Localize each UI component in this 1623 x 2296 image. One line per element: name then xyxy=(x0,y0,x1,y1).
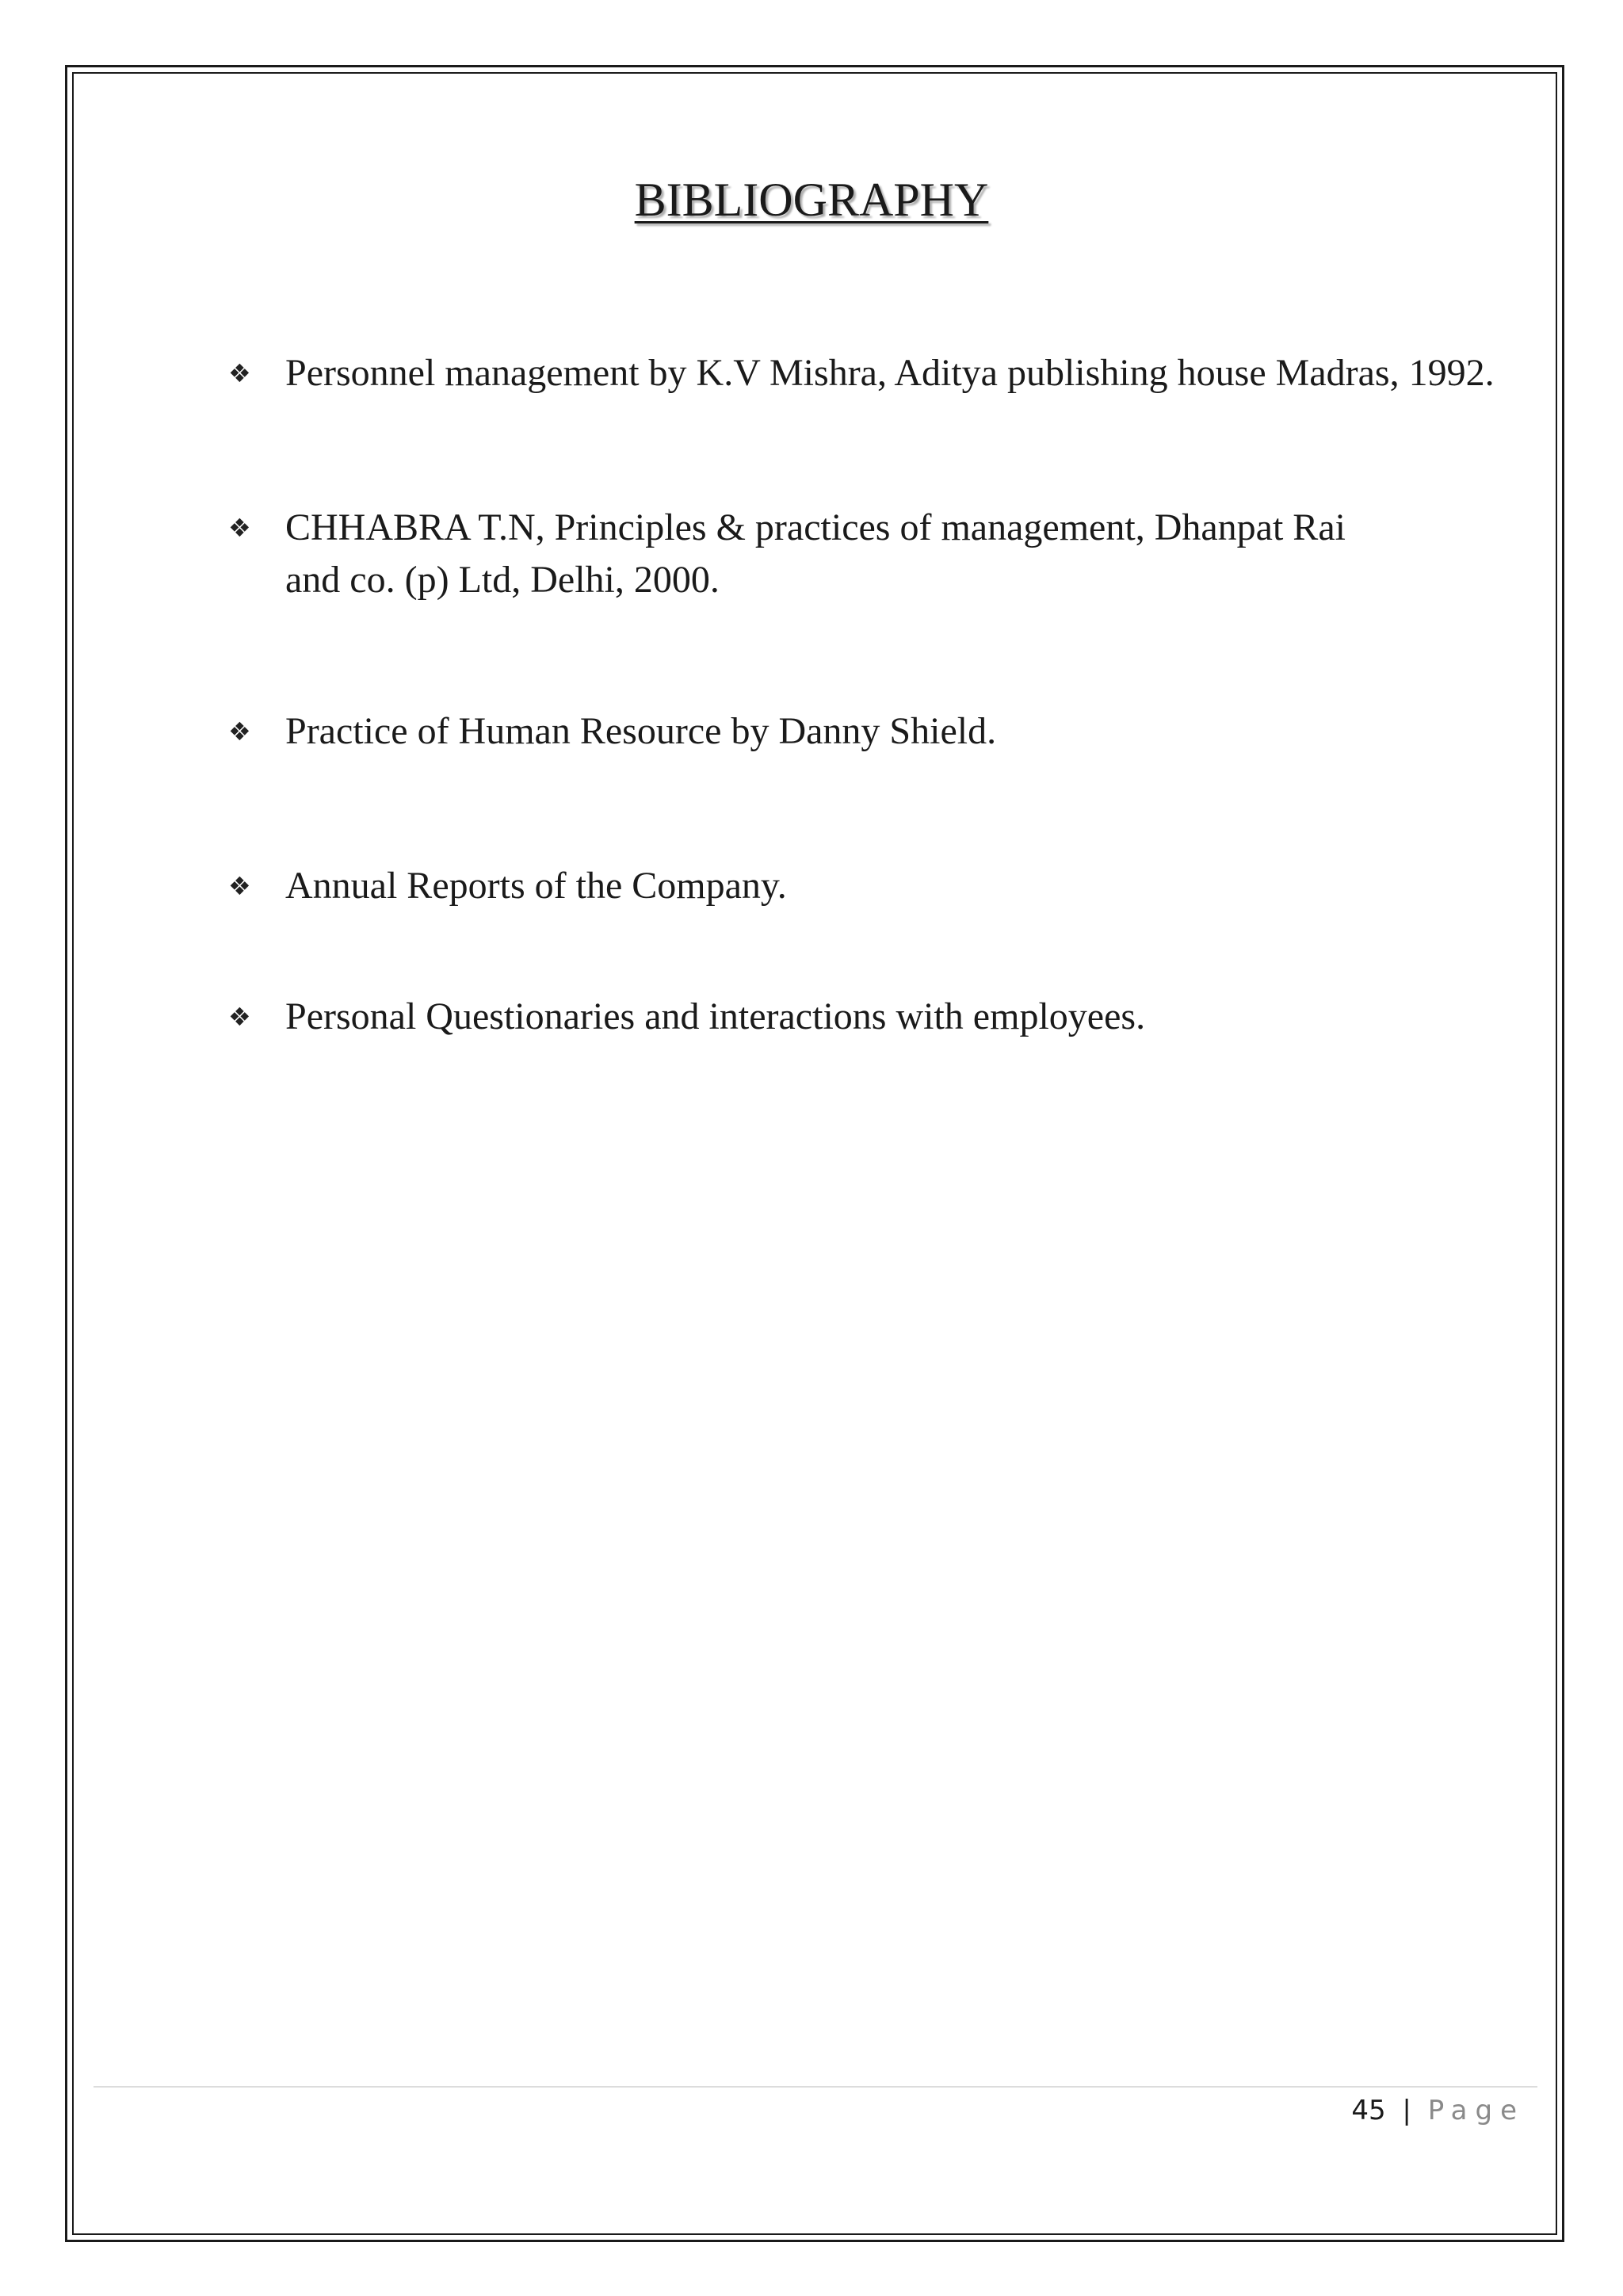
footer-divider xyxy=(94,2086,1537,2088)
reference-text: Personal Questionaries and interactions with employees. xyxy=(285,995,1146,1037)
page-number: 45 xyxy=(1351,2095,1386,2126)
diamond-bullet-icon: ❖ xyxy=(228,513,251,543)
diamond-bullet-icon: ❖ xyxy=(228,1002,251,1032)
page-footer xyxy=(1351,2091,1525,2130)
page-label: Page xyxy=(1427,2095,1525,2126)
bibliography-list xyxy=(0,0,1623,1110)
reference-text: Practice of Human Resource by Danny Shield. xyxy=(285,710,997,752)
diamond-bullet-icon: ❖ xyxy=(228,358,251,388)
reference-text: CHHABRA T.N, Principles & practices of management, Dhanpat Rai and co. (p) Ltd, Delhi, 2000. xyxy=(285,506,1346,601)
footer-separator: | xyxy=(1402,2095,1411,2126)
diamond-bullet-icon: ❖ xyxy=(228,871,251,901)
reference-text: Personnel management by K.V Mishra, Aditya publishing house Madras, 1992. xyxy=(285,352,1495,394)
page-title: BIBLIOGRAPHY xyxy=(634,174,989,226)
diamond-bullet-icon: ❖ xyxy=(228,716,251,747)
reference-text: Annual Reports of the Company. xyxy=(285,865,787,907)
